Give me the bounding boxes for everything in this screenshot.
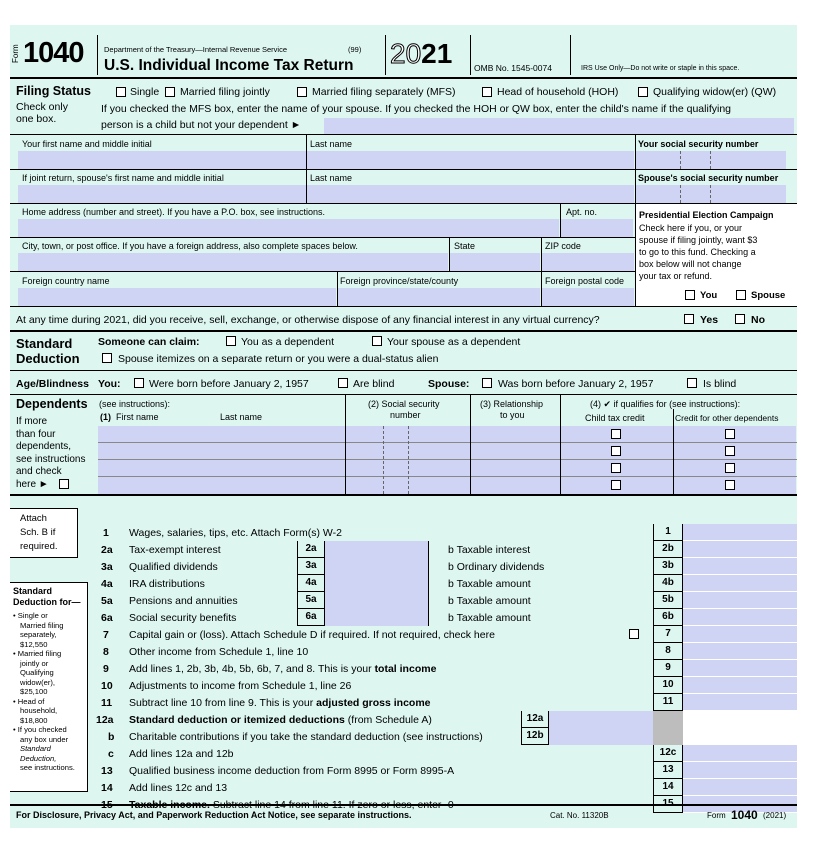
line-b-label: b Ordinary dividends <box>448 561 545 573</box>
income-line-13 <box>10 762 797 779</box>
std-box-item: • Married filing <box>13 649 62 658</box>
std-box-item: Qualifying <box>20 668 54 677</box>
married-separately-label: Married filing separately (MFS) <box>312 86 456 98</box>
dep-col4-a: (4) ✔ if qualifies for (see instructions): <box>590 399 741 409</box>
std-box-item: Standard <box>20 744 51 753</box>
line-number: 11 <box>101 697 113 709</box>
dep-col1-num: (1) <box>100 412 111 422</box>
ssn-input[interactable] <box>636 151 786 169</box>
age-blindness-title: Age/Blindness <box>16 378 89 390</box>
line-label-text: Subtract line 10 from line 9. This is your <box>129 697 314 709</box>
line-number: 4a <box>101 578 113 590</box>
election-you-label: You <box>700 290 718 301</box>
income-line-2a <box>10 541 797 558</box>
foreign-postal-input[interactable] <box>542 288 634 306</box>
amount-input-11[interactable] <box>683 694 797 711</box>
dep-col2-b: number <box>390 410 421 420</box>
line-label-text: Add lines 1, 2b, 3b, 4b, 5b, 6b, 7, and 8. This is your <box>129 663 372 675</box>
mid-box-number: 2a <box>297 541 325 558</box>
spouse-born-before-checkbox[interactable] <box>482 378 492 388</box>
last-name-label: Last name <box>310 139 353 149</box>
amount-input-13[interactable] <box>683 762 797 779</box>
election-line-2: spouse if filing jointly, want $3 <box>639 235 758 245</box>
spouse-last-name-label: Last name <box>310 173 353 183</box>
line-label-text: Other income from Schedule 1, line 10 <box>129 646 309 658</box>
line-label-text: IRA distributions <box>129 578 205 590</box>
filing-instruction-2: person is a child but not your dependent ► <box>101 119 302 131</box>
spouse-last-name-input[interactable] <box>307 185 634 203</box>
you-as-dependent-checkbox[interactable] <box>226 336 236 346</box>
line-box-number: 4b <box>653 575 683 592</box>
capital-gain-checkbox[interactable] <box>629 629 639 639</box>
line-label-text: Social security benefits <box>129 612 237 624</box>
last-name-input[interactable] <box>307 151 634 169</box>
income-line-10 <box>10 677 797 694</box>
virtual-currency-yes-label: Yes <box>700 314 719 326</box>
line-label <box>129 630 495 641</box>
dependents-side-2: than four <box>16 429 56 440</box>
apt-label: Apt. no. <box>566 207 598 217</box>
footer-form-number: 1040 <box>731 808 758 822</box>
spouse-born-before-label: Was born before January 2, 1957 <box>498 378 654 390</box>
line-number: 10 <box>101 680 113 692</box>
virtual-currency-yes-checkbox[interactable] <box>684 314 694 324</box>
line-number: 1 <box>103 527 109 539</box>
income-line-14 <box>10 779 797 796</box>
form-header <box>10 25 797 77</box>
line-label-text: Charitable contributions if you take the standard deduction (see instructions) <box>129 731 483 743</box>
line-label-text: Capital gain or (loss). Attach Schedule D if required. If not required, check here <box>129 629 495 641</box>
line-label <box>129 783 227 794</box>
footer-form-word: Form <box>707 811 726 820</box>
income-line-8 <box>10 643 797 660</box>
qualifying-widow-checkbox[interactable] <box>638 87 648 97</box>
amount-input-6b[interactable] <box>683 609 797 626</box>
dep-col1-first: First name <box>116 412 159 422</box>
spouse-as-dependent-label: Your spouse as a dependent <box>387 336 521 348</box>
line-number: 14 <box>101 782 113 794</box>
std-box-item: widow(er), <box>20 677 56 687</box>
line-box-number: 14 <box>653 779 683 796</box>
election-line-3: to go to this fund. Checking a <box>639 247 756 257</box>
line-box-number: 10 <box>653 677 683 694</box>
married-jointly-label: Married filing jointly <box>180 86 270 98</box>
election-line-1: Check here if you, or your <box>639 223 743 233</box>
line-label <box>129 715 432 726</box>
married-jointly-checkbox[interactable] <box>165 87 175 97</box>
mid-box-number: 4a <box>297 575 325 592</box>
line-label <box>129 647 308 658</box>
you-blind-label: Are blind <box>353 378 395 390</box>
dep2-other-checkbox[interactable] <box>725 446 735 456</box>
filing-instruction-1: If you checked the MFS box, enter the name of your spouse. If you checked the HOH or QW box, enter the child's name if the qualifying <box>101 103 731 115</box>
election-line-5: your tax or refund. <box>639 271 713 281</box>
dep4-other-checkbox[interactable] <box>725 480 735 490</box>
line-label-text: Adjustments to income from Schedule 1, line 26 <box>129 680 352 692</box>
form-1040-page <box>10 25 797 828</box>
apt-number-input[interactable] <box>561 219 633 237</box>
mid-amount-input-3a[interactable] <box>325 558 429 575</box>
election-spouse-label: Spouse <box>751 290 786 301</box>
zip-code-input[interactable] <box>542 253 634 271</box>
std-box-item: • Head of <box>13 696 45 706</box>
first-name-label: Your first name and middle initial <box>22 139 152 149</box>
line-box-number: 3b <box>653 558 683 575</box>
line-number: 9 <box>103 663 109 675</box>
line-number: 5a <box>101 595 113 607</box>
line-number: 12a <box>96 714 114 726</box>
spouse-itemizes-label: Spouse itemizes on a separate return or you were a dual-status alien <box>118 353 439 365</box>
footer-form-year: (2021) <box>763 811 787 820</box>
dep-col3-b: to you <box>500 410 525 420</box>
form-number: 1040 <box>23 37 84 69</box>
attach-line-2: Sch. B if <box>20 527 56 538</box>
line-label <box>129 613 236 624</box>
married-separately-checkbox[interactable] <box>297 87 307 97</box>
foreign-postal-label: Foreign postal code <box>545 276 625 286</box>
single-checkbox[interactable] <box>116 87 126 97</box>
spouse-blind-checkbox[interactable] <box>687 378 697 388</box>
amount-input-12c[interactable] <box>683 745 797 762</box>
dependent-row-3[interactable] <box>98 460 796 476</box>
head-of-household-label: Head of household (HOH) <box>497 86 619 98</box>
you-as-dependent-label: You as a dependent <box>241 336 335 348</box>
state-input[interactable] <box>450 253 540 271</box>
form-title: U.S. Individual Income Tax Return <box>104 57 354 74</box>
line-box-number: 2b <box>653 541 683 558</box>
mid-box-number: 12a <box>521 711 549 728</box>
line-label <box>129 749 234 760</box>
first-name-input[interactable] <box>18 151 306 169</box>
dependents-side-5: and check <box>16 466 62 477</box>
line-label <box>129 545 221 556</box>
spouse-ssn-input[interactable] <box>636 185 786 203</box>
tax-year <box>390 40 452 68</box>
line-number: c <box>108 748 114 760</box>
foreign-country-label: Foreign country name <box>22 276 110 286</box>
footer-cat-no: Cat. No. 11320B <box>550 811 609 820</box>
virtual-currency-no-label: No <box>751 314 765 326</box>
line-box-number: 12c <box>653 745 683 762</box>
std-box-item: jointly or <box>20 658 49 668</box>
year-suffix: 21 <box>421 38 453 69</box>
spouse-blind-label: Is blind <box>703 378 737 390</box>
attach-line-3: required. <box>20 541 58 552</box>
line-label-text: Add lines 12c and 13 <box>129 782 228 794</box>
std-box-item: household, <box>20 706 58 715</box>
mid-amount-input-12b[interactable] <box>549 728 655 745</box>
line-number: 7 <box>103 629 109 641</box>
std-box-item: Deduction, <box>20 753 57 763</box>
dep-col4-ctc: Child tax credit <box>585 413 645 423</box>
address-label: Home address (number and street). If you have a P.O. box, see instructions. <box>22 207 325 217</box>
line-label <box>129 681 351 692</box>
income-line-c <box>10 745 797 762</box>
line-label <box>129 562 218 573</box>
std-box-item: see instructions. <box>20 763 75 772</box>
line-number: 6a <box>101 612 113 624</box>
line-b-label: b Taxable amount <box>448 578 531 590</box>
someone-can-claim-label: Someone can claim: <box>98 336 200 348</box>
spouse-itemizes-checkbox[interactable] <box>102 353 112 363</box>
amount-input-3b[interactable] <box>683 558 797 575</box>
line-label-text: Qualified business income deduction from Form 8995 or Form 8995-A <box>129 765 455 777</box>
line-label <box>129 579 205 590</box>
line-box-number: 5b <box>653 592 683 609</box>
amount-input-4b[interactable] <box>683 575 797 592</box>
shaded-cell <box>653 711 683 728</box>
amount-input-8[interactable] <box>683 643 797 660</box>
std-box-item: $12,550 <box>20 639 48 649</box>
income-line-b <box>10 728 797 745</box>
irs-code: (99) <box>348 45 362 54</box>
blank-amount-cell <box>683 711 797 728</box>
line-label <box>129 528 342 539</box>
std-box-item: separately, <box>20 630 57 639</box>
line-b-label: b Taxable amount <box>448 612 531 624</box>
line-number: 3a <box>101 561 113 573</box>
income-line-11 <box>10 694 797 711</box>
line-label-text: Qualified dividends <box>129 561 218 573</box>
mid-box-number: 12b <box>521 728 549 745</box>
line-label <box>129 596 238 607</box>
mid-box-number: 3a <box>297 558 325 575</box>
city-input[interactable] <box>18 253 448 271</box>
dependents-side-1: If more <box>16 416 48 427</box>
dependent-row-4[interactable] <box>98 477 796 494</box>
mid-amount-input-6a[interactable] <box>325 609 429 626</box>
foreign-province-label: Foreign province/state/county <box>340 276 459 286</box>
form-label: Form <box>11 44 20 63</box>
std-box-item: any box under <box>20 734 69 744</box>
line-box-number: 6b <box>653 609 683 626</box>
foreign-province-input[interactable] <box>338 288 540 306</box>
line-label-bold: adjusted gross income <box>316 697 431 709</box>
income-line-1 <box>10 524 797 541</box>
dependent-row-2[interactable] <box>98 443 796 459</box>
omb-number: OMB No. 1545-0074 <box>474 63 552 73</box>
std-box-item: Married filing <box>20 620 64 630</box>
line-label-text: Wages, salaries, tips, etc. Attach Form(s) W-2 <box>129 527 342 539</box>
dep1-ctc-checkbox[interactable] <box>611 429 621 439</box>
std-box-title-2: Deduction for— <box>13 597 81 607</box>
amount-input-14[interactable] <box>683 779 797 796</box>
std-box-item: $25,100 <box>20 687 48 696</box>
income-line-5a <box>10 592 797 609</box>
amount-input-9[interactable] <box>683 660 797 677</box>
qualifying-person-name-input[interactable] <box>324 118 794 134</box>
department: Department of the Treasury—Internal Revenue Service <box>104 45 288 54</box>
mid-amount-input-12a[interactable] <box>549 711 655 728</box>
line-box-number: 8 <box>653 643 683 660</box>
line-label <box>129 698 431 709</box>
line-number: 2a <box>101 544 113 556</box>
line-number: b <box>108 731 115 743</box>
line-box-number: 11 <box>653 694 683 711</box>
dep4-ctc-checkbox[interactable] <box>611 480 621 490</box>
footer-notice: For Disclosure, Privacy Act, and Paperwork Reduction Act Notice, see separate instructions. <box>16 810 412 820</box>
more-dependents-checkbox[interactable] <box>59 479 69 489</box>
line-box-number: 1 <box>653 524 683 541</box>
income-line-9 <box>10 660 797 677</box>
you-born-before-label: Were born before January 2, 1957 <box>149 378 309 390</box>
dep-col4-other: Credit for other dependents <box>675 413 779 423</box>
dependents-side-3: dependents, <box>16 441 72 452</box>
line-box-number: 9 <box>653 660 683 677</box>
line-b-label: b Taxable amount <box>448 595 531 607</box>
filing-status-title: Filing Status <box>16 84 91 98</box>
standard-deduction-title-1: Standard <box>16 336 73 351</box>
line-number: 8 <box>103 646 109 658</box>
you-born-before-checkbox[interactable] <box>134 378 144 388</box>
single-label: Single <box>130 86 160 98</box>
line-box-number: 7 <box>653 626 683 643</box>
year-prefix: 20 <box>390 38 422 69</box>
foreign-country-input[interactable] <box>18 288 336 306</box>
filing-status-sub1: Check only <box>16 101 68 113</box>
line-b-label: b Taxable interest <box>448 544 531 556</box>
dependents-side-6: here ► <box>16 479 49 490</box>
shaded-cell <box>653 728 683 745</box>
age-spouse-label: Spouse: <box>428 378 470 390</box>
dep-col1-last: Last name <box>220 412 263 422</box>
std-box-title-1: Standard <box>13 586 53 596</box>
income-line-7 <box>10 626 797 643</box>
election-you-checkbox[interactable] <box>685 290 695 300</box>
irs-use-only: IRS Use Only—Do not write or staple in this space. <box>581 65 740 72</box>
line-label-text: Pensions and annuities <box>129 595 238 607</box>
home-address-input[interactable] <box>18 219 559 237</box>
line-number: 13 <box>101 765 113 777</box>
std-box-item: $18,800 <box>20 715 48 725</box>
spouse-ssn-label: Spouse's social security number <box>638 173 779 183</box>
std-box-item: • If you checked <box>13 725 67 734</box>
amount-input-1[interactable] <box>683 524 797 541</box>
state-label: State <box>454 241 476 251</box>
blank-amount-cell <box>683 728 797 745</box>
age-you-label: You: <box>98 378 121 390</box>
mid-amount-input-5a[interactable] <box>325 592 429 609</box>
amount-input-10[interactable] <box>683 677 797 694</box>
city-label: City, town, or post office. If you have a foreign address, also complete spaces below. <box>22 241 358 251</box>
ssn-label: Your social security number <box>638 139 759 149</box>
amount-input-2b[interactable] <box>683 541 797 558</box>
election-title: Presidential Election Campaign <box>639 210 774 220</box>
dependent-row-1[interactable] <box>98 426 796 442</box>
line-box-number: 13 <box>653 762 683 779</box>
head-of-household-checkbox[interactable] <box>482 87 492 97</box>
virtual-currency-no-checkbox[interactable] <box>735 314 745 324</box>
line-label-text: Tax-exempt interest <box>129 544 221 556</box>
dep1-other-checkbox[interactable] <box>725 429 735 439</box>
virtual-currency-question: At any time during 2021, did you receive, sell, exchange, or otherwise dispose of any financial interest in any virtual currency? <box>16 314 600 326</box>
spouse-first-name-input[interactable] <box>18 185 306 203</box>
qualifying-widow-label: Qualifying widow(er) (QW) <box>653 86 777 98</box>
dependents-see-instructions: (see instructions): <box>99 399 171 409</box>
mid-amount-input-4a[interactable] <box>325 575 429 592</box>
income-line-4a <box>10 575 797 592</box>
dep3-ctc-checkbox[interactable] <box>611 463 621 473</box>
mid-amount-input-2a[interactable] <box>325 541 429 558</box>
line-label-bold: total income <box>374 663 437 675</box>
income-lines <box>10 495 797 805</box>
dep-col2-a: (2) Social security <box>368 399 440 409</box>
dependents-title: Dependents <box>16 397 88 411</box>
dependents-side-4: see instructions <box>16 454 86 465</box>
spouse-as-dependent-checkbox[interactable] <box>372 336 382 346</box>
line-label <box>129 766 454 777</box>
line-label-text: Standard deduction or itemized deductions <box>129 714 345 726</box>
attach-line-1: Attach <box>20 513 47 524</box>
standard-deduction-title-2: Deduction <box>16 351 80 366</box>
dep3-other-checkbox[interactable] <box>725 463 735 473</box>
line-label <box>129 732 483 743</box>
election-spouse-checkbox[interactable] <box>736 290 746 300</box>
spouse-first-name-label: If joint return, spouse's first name and middle initial <box>22 173 224 183</box>
amount-input-5b[interactable] <box>683 592 797 609</box>
mid-box-number: 6a <box>297 609 325 626</box>
dep2-ctc-checkbox[interactable] <box>611 446 621 456</box>
zip-label: ZIP code <box>545 241 581 251</box>
line-label-text: Add lines 12a and 12b <box>129 748 234 760</box>
line-label-after: (from Schedule A) <box>347 714 432 726</box>
you-blind-checkbox[interactable] <box>338 378 348 388</box>
election-line-4: box below will not change <box>639 259 742 269</box>
line-label <box>129 664 436 675</box>
std-box-item: • Single or <box>13 611 48 620</box>
income-line-6a <box>10 609 797 626</box>
income-line-3a <box>10 558 797 575</box>
dep-col3-a: (3) Relationship <box>480 399 544 409</box>
mid-box-number: 5a <box>297 592 325 609</box>
income-line-12a <box>10 711 797 728</box>
amount-input-7[interactable] <box>683 626 797 643</box>
filing-status-sub2: one box. <box>16 113 57 125</box>
